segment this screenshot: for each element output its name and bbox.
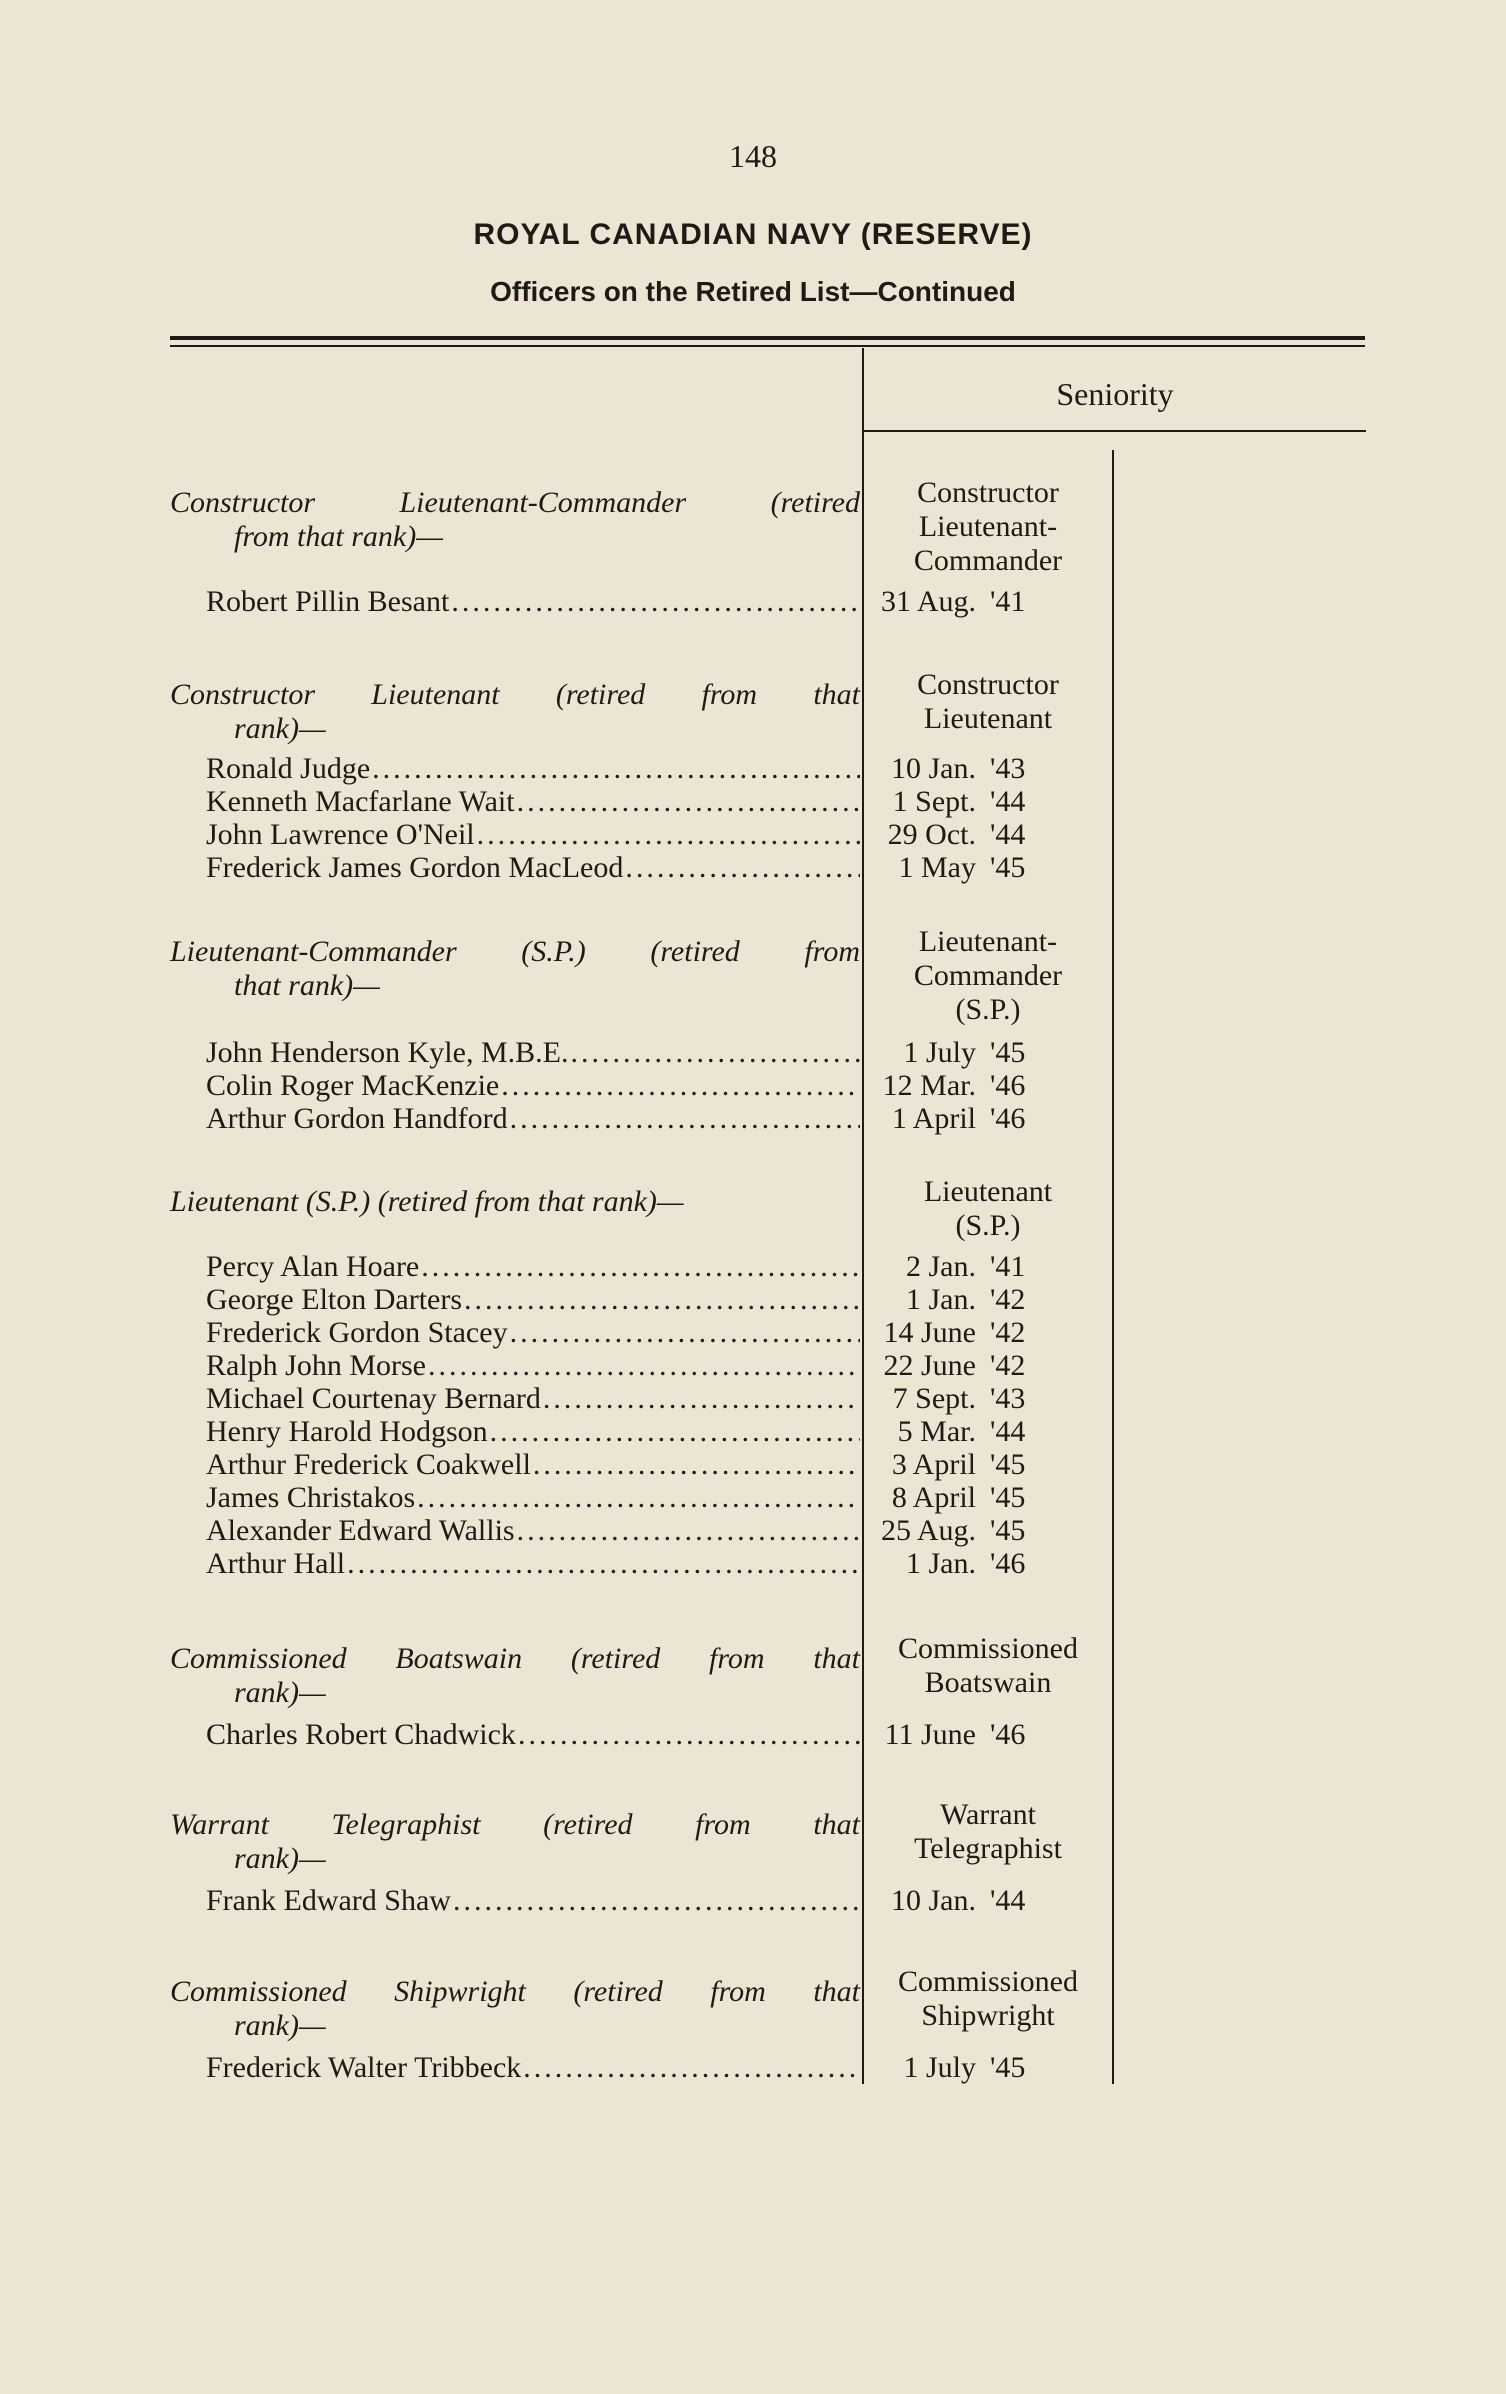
seniority-rank-line: Constructor [917, 476, 1059, 509]
seniority-day-month: 14 June [883, 1316, 976, 1349]
officer-entry [206, 1349, 860, 1382]
seniority-rank-line: (S.P.) [955, 993, 1021, 1026]
officer-name: Frederick Gordon Stacey [206, 1316, 508, 1349]
section-heading-line-2: that rank)— [234, 969, 380, 1002]
officer-name: Frederick James Gordon MacLeod [206, 851, 624, 884]
seniority-day-month: 1 July [903, 1036, 976, 1069]
seniority-day-month: 2 Jan. [906, 1250, 976, 1283]
seniority-year: '44 [990, 1415, 1026, 1448]
seniority-rank-line: Lieutenant- [918, 510, 1058, 543]
section-heading-line-1: Lieutenant (S.P.) (retired from that rank)— [170, 1185, 684, 1218]
seniority-rank-line: Boatswain [924, 1666, 1052, 1699]
top-rule-thin [170, 345, 1365, 347]
section-heading-line-2: rank)— [234, 2009, 326, 2042]
seniority-day-month: 31 Aug. [880, 585, 976, 618]
seniority-day-month: 10 Jan. [891, 752, 976, 785]
leader-dots [451, 1884, 860, 1917]
officer-name: George Elton Darters [206, 1283, 463, 1316]
officer-name: John Lawrence O'Neil [206, 818, 475, 851]
seniority-year: '44 [990, 1884, 1026, 1917]
seniority-day-month: 1 Sept. [892, 785, 976, 818]
seniority-day-month: 10 Jan. [891, 1884, 976, 1917]
seniority-year: '45 [990, 2051, 1026, 2084]
officer-entry [206, 1547, 860, 1580]
section-heading-line-1: Commissioned Boatswain (retired from that [170, 1642, 860, 1675]
seniority-rank-line: Lieutenant- [918, 925, 1058, 958]
seniority-year: '43 [990, 752, 1026, 785]
seniority-rank [862, 1632, 1114, 1700]
seniority-day-month: 11 June [884, 1718, 976, 1751]
section-heading [170, 1642, 860, 1710]
leader-dots [508, 1316, 860, 1349]
officer-entry [206, 1069, 860, 1102]
seniority-day-month: 1 July [903, 2051, 976, 2084]
seniority-year: '41 [990, 1250, 1026, 1283]
leader-dots [521, 2051, 860, 2084]
section-heading-line-1: Commissioned Shipwright (retired from that [170, 1975, 860, 2008]
leader-dots [531, 1448, 860, 1481]
officer-entry [206, 1514, 860, 1547]
leader-dots [426, 1349, 860, 1382]
leader-dots [345, 1547, 860, 1580]
officer-name: Arthur Hall [206, 1547, 346, 1580]
page-subtitle: Officers on the Retired List—Continued [490, 276, 1016, 307]
seniority-day-month: 29 Oct. [887, 818, 976, 851]
officer-name: Charles Robert Chadwick [206, 1718, 516, 1751]
seniority-day-month: 3 April [891, 1448, 976, 1481]
officer-entry [206, 851, 860, 884]
seniority-header: Seniority [1056, 376, 1174, 412]
leader-dots [508, 1102, 860, 1135]
section-heading-line-1: Constructor Lieutenant (retired from that [170, 678, 860, 711]
seniority-year: '42 [990, 1316, 1026, 1349]
officer-entry [206, 752, 860, 785]
officer-entry [206, 585, 860, 618]
seniority-year: '45 [990, 1514, 1026, 1547]
officer-name: Frederick Walter Tribbeck [206, 2051, 522, 2084]
seniority-day-month: 22 June [883, 1349, 976, 1382]
seniority-rank [862, 668, 1114, 736]
section-heading [170, 1185, 860, 1219]
section-heading-line-2: rank)— [234, 712, 326, 745]
officer-name: Arthur Gordon Handford [206, 1102, 508, 1135]
leader-dots [462, 1283, 860, 1316]
section-heading-line-2: rank)— [234, 1842, 326, 1875]
officer-entry [206, 1448, 860, 1481]
seniority-rank [862, 476, 1114, 578]
leader-dots [488, 1415, 860, 1448]
officer-entry [206, 1415, 860, 1448]
seniority-day-month: 5 Mar. [897, 1415, 976, 1448]
leader-dots [370, 752, 860, 785]
officer-entry [206, 1481, 860, 1514]
seniority-rank-line: Commander [913, 959, 1063, 992]
seniority-day-month: 1 April [891, 1102, 976, 1135]
leader-dots [475, 818, 860, 851]
officer-name: Ronald Judge [206, 752, 371, 785]
seniority-year: '42 [990, 1349, 1026, 1382]
seniority-rank [862, 925, 1114, 1027]
seniority-day-month: 8 April [891, 1481, 976, 1514]
officer-entry [206, 818, 860, 851]
section-heading-line-2: from that rank)— [234, 520, 443, 553]
section-heading-line-1: Warrant Telegraphist (retired from that [170, 1808, 860, 1841]
leader-dots [499, 1069, 860, 1102]
officer-name: Colin Roger MacKenzie [206, 1069, 500, 1102]
seniority-rank [862, 1965, 1114, 2033]
section-heading [170, 1808, 860, 1876]
seniority-header-rule [864, 430, 1366, 432]
seniority-rank-line: Shipwright [921, 1999, 1055, 2032]
leader-dots [516, 1718, 860, 1751]
seniority-day-month: 1 Jan. [906, 1547, 976, 1580]
seniority-rank-line: Lieutenant [923, 702, 1053, 735]
seniority-rank-line: Warrant [940, 1798, 1036, 1831]
leader-dots [515, 785, 860, 818]
seniority-year: '44 [990, 818, 1026, 851]
seniority-year: '43 [990, 1382, 1026, 1415]
seniority-day-month: 25 Aug. [880, 1514, 976, 1547]
seniority-rank-line: Lieutenant [923, 1175, 1053, 1208]
seniority-year: '45 [990, 1481, 1026, 1514]
officer-entry [206, 2051, 860, 2084]
seniority-year: '41 [990, 585, 1026, 618]
seniority-rank-line: Constructor [917, 668, 1059, 701]
seniority-rank [862, 1175, 1114, 1243]
seniority-rank-line: (S.P.) [955, 1209, 1021, 1242]
seniority-year: '45 [990, 851, 1026, 884]
seniority-day-month: 1 May [898, 851, 976, 884]
officer-entry [206, 1382, 860, 1415]
leader-dots [623, 851, 860, 884]
leader-dots [419, 1250, 860, 1283]
officer-name: Henry Harold Hodgson [206, 1415, 488, 1448]
officer-name: Michael Courtenay Bernard [206, 1382, 541, 1415]
officer-entry [206, 1250, 860, 1283]
officer-entry [206, 1718, 860, 1751]
section-heading [170, 1975, 860, 2043]
officer-name: Alexander Edward Wallis [206, 1514, 515, 1547]
seniority-year: '45 [990, 1448, 1026, 1481]
seniority-rank-line: Commander [913, 544, 1063, 577]
section-heading-line-1: Lieutenant-Commander (S.P.) (retired from [170, 935, 860, 968]
seniority-rank-line: Telegraphist [914, 1832, 1062, 1865]
officer-name: Robert Pillin Besant [206, 585, 450, 618]
officer-name: Percy Alan Hoare [206, 1250, 420, 1283]
officer-entry [206, 1316, 860, 1349]
leader-dots [568, 1036, 860, 1069]
seniority-year: '44 [990, 785, 1026, 818]
seniority-day-month: 12 Mar. [882, 1069, 976, 1102]
officer-name: Arthur Frederick Coakwell [206, 1448, 531, 1481]
seniority-rank-line: Commissioned [897, 1965, 1078, 1998]
officer-entry [206, 1283, 860, 1316]
section-heading-line-2: rank)— [234, 1676, 326, 1709]
seniority-year: '42 [990, 1283, 1026, 1316]
seniority-day-month: 7 Sept. [892, 1382, 976, 1415]
section-heading-line-1: Constructor Lieutenant-Commander (retired [170, 486, 860, 519]
officer-name: Ralph John Morse [206, 1349, 426, 1382]
seniority-rank [862, 1798, 1114, 1866]
officer-name: James Christakos [206, 1481, 416, 1514]
section-heading [170, 678, 860, 746]
page-number: 148 [729, 138, 777, 174]
officer-entry [206, 1036, 860, 1069]
officer-entry [206, 1884, 860, 1917]
section-heading [170, 935, 860, 1003]
officer-name: Frank Edward Shaw [206, 1884, 451, 1917]
seniority-year: '46 [990, 1102, 1026, 1135]
leader-dots [541, 1382, 860, 1415]
page-title: ROYAL CANADIAN NAVY (RESERVE) [473, 218, 1033, 251]
officer-entry [206, 1102, 860, 1135]
seniority-day-month: 1 Jan. [906, 1283, 976, 1316]
section-heading [170, 486, 860, 554]
seniority-year: '45 [990, 1036, 1026, 1069]
officer-name: Kenneth Macfarlane Wait [206, 785, 515, 818]
officer-name: John Henderson Kyle, M.B.E. [206, 1036, 569, 1069]
seniority-rank-line: Commissioned [897, 1632, 1078, 1665]
officer-entry [206, 785, 860, 818]
leader-dots [415, 1481, 860, 1514]
top-rule-thick [170, 336, 1365, 340]
leader-dots [449, 585, 860, 618]
seniority-year: '46 [990, 1547, 1026, 1580]
seniority-year: '46 [990, 1069, 1026, 1102]
leader-dots [515, 1514, 860, 1547]
seniority-year: '46 [990, 1718, 1026, 1751]
